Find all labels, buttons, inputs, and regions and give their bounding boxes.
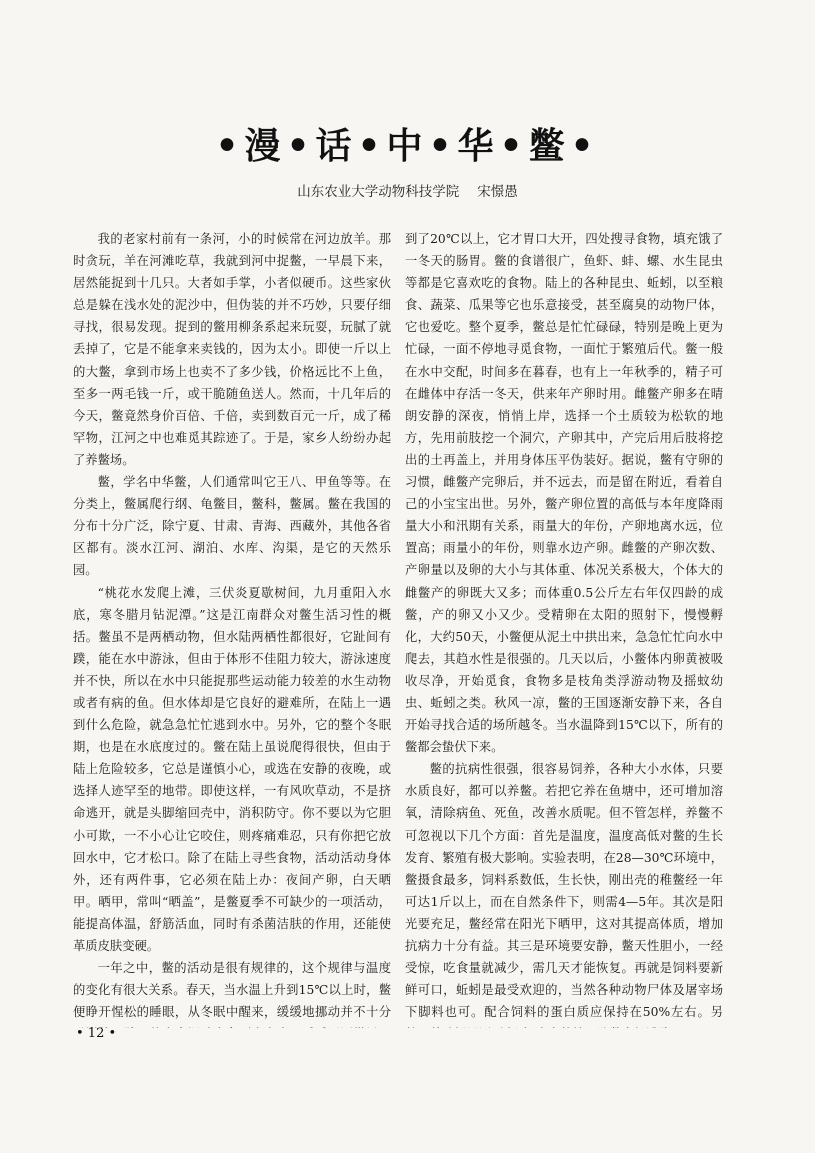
byline bbox=[0, 180, 815, 200]
left-column bbox=[73, 228, 391, 1028]
paragraph: 到了20℃以上，它才胃口大开，四处搜寻食物，填充饿了一冬天的肠胃。鳖的食谱很广，鱼虾、蚌、螺、水生昆虫等都是它喜欢吃的食物。陆上的各种昆虫、蚯蚓，以至粮食、蔬菜、瓜果等它也乐意接受，甚至腐臭的动物尸体，它也爱吃。整个夏季，鳖总是忙忙碌碌，特别是晚上更为忙碌，一面不停地寻觅食物，一面忙于繁殖后代。鳖一般在水中交配，时间多在暮春，也有上一年秋季的，精子可在雌体中存活一冬天，供来年产卵时用。雌鳖产卵多在晴朗安静的深夜，悄悄上岸，选择一个土质较为松软的地方，先用前肢挖一个洞穴，产卵其中，产完后用后肢将挖出的土再盖上，并用身体压平伪装好。据说，鳖有守卵的习惯，雌鳖产完卵后，并不远去，而是留在附近，看着自己的小宝宝出世。另外，鳖产卵位置的高低与本年度降雨量大小和汛期有关系，雨量大的年份，产卵地离水远，位置高；雨量小的年份，则靠水边产卵。雌鳖的产卵次数、产卵量以及卵的大小与其体重、体况关系极大，个体大的雌鳖产的卵既大又多；而体重0.5公斤左右年仅四龄的成鳖，产的卵又小又少。受精卵在太阳的照射下，慢慢孵化，大约50天，小鳖便从泥土中拱出来，急急忙忙向水中爬去，其趋水性是很强的。几天以后，小鳖体内卵黄被吸收尽净，开始觅食，食物多是枝角类浮游动物及摇蚊幼虫、蚯蚓之类。秋风一凉，鳖的王国逐渐安静下来，各自开始寻找合适的场所越冬。当水温降到15℃以下，所有的鳖都会蛰伏下来。 bbox=[405, 232, 723, 755]
author-name: 宋憬愚 bbox=[477, 184, 518, 200]
article-title: •漫•话•中•华•鳖• bbox=[215, 125, 600, 167]
right-column bbox=[405, 228, 723, 1028]
paragraph: “桃花水发爬上滩，三伏炎夏歇树间，九月重阳入水底，寒冬腊月钻泥潭。”这是江南群众对鳖生活习性的概括。鳖虽不是两栖动物，但水陆两栖性都很好，它趾间有蹼，能在水中游泳，但由于体形不佳阻力较大，游泳速度并不快，所以在水中只能捉那些运动能力较差的水生动物或者有病的鱼。但水体却是它良好的避难所，在陆上一遇到什么危险，就急急忙忙逃到水中。另外，它的整个冬眠期，也是在水底度过的。鳖在陆上虽说爬得很快，但由于陆上危险较多，它总是谨慎小心，或选在安静的夜晚，或选择人迹罕至的地带。即使这样，一有风吹草动，不是挤命逃开，就是头脚缩回壳中，消积防守。你不要以为它胆小可欺，一不小心让它咬住，则疼痛难忍，只有你把它放回水中，它才松口。除了在陆上寻些食物，活动活动身体外，还有两件事，它必须在陆上办：夜间产卵，白天晒甲。晒甲，常叫“晒盖”，是鳖夏季不可缺少的一项活动，能提高体温，舒筋活血，同时有杀菌洁肤的作用，还能使革质皮肤变硬。 bbox=[73, 585, 391, 953]
paragraph: 鳖，学名中华鳖，人们通常叫它王八、甲鱼等等。在分类上，鳖属爬行纲、龟鳖目，鳖科，鳖属。鳖在我国的分布十分广泛，除宁夏、甘肃、青海、西藏外，其他各省区都有。淡水江河、湖泊、水库、沟渠，是它的天然乐园。 bbox=[73, 475, 391, 578]
author-affiliation: 山东农业大学动物科技学院 bbox=[297, 184, 460, 200]
paragraph: 鳖的抗病性很强，很容易饲养，各种大小水体，只要水质良好，都可以养鳖。若把它养在鱼塘中，还可增加溶氧，清除病鱼、死鱼，改善水质呢。但不管怎样，养鳖不可忽视以下几个方面：首先是温度，温度高低对鳖的生长发育、繁殖有极大影响。实验表明，在28—30℃环境中，鳖摄食最多，饲料系数低，生长快，刚出壳的稚鳖经一年可达1斤以上，而在自然条件下，则需4—5年。其次是阳光要充足，鳖经常在阳光下晒甲，这对其提高体质，增加抗病力十分有益。其三是环境要安静，鳖天性胆小，一经受惊，吃食量就减少，需几天才能恢复。再就是饲料要新鲜可口，蚯蚓是最受欢迎的，当然各种动物尸体及屠宰场下脚料也可。配合饲料的蛋白质应保持在50%左右。另 bbox=[405, 762, 723, 1020]
paragraph: 我的老家村前有一条河，小的时候常在河边放羊。那时贪玩，羊在河滩吃草，我就到河中捉鳖，一早晨下来，居然能捉到十几只。大者如手掌，小者似硬币。这些家伙总是躲在浅水处的泥沙中，但伪装的并不巧妙，只要仔细寻找，很易发现。捉到的鳖用柳条系起来玩耍，玩腻了就丢掉了，它是不能拿来卖钱的，因为太小。即使一斤以上的大鳖，拿到市场上也卖不了多少钱，价格远比不上鱼，至多一两毛钱一斤，或干脆随鱼送人。然而，十几年后的今天，鳖竟然身价百倍、千倍，卖到数百元一斤，成了稀罕物，江河之中也难觅其踪迹了。于是，家乡人纷纷办起了养鳖场。 bbox=[73, 232, 391, 467]
paragraph: 一年之中，鳖的活动是很有规律的，这个规律与温度的变化有很大关系。春天，当水温上升到15℃以上时，鳖便睁开惺松的睡眼，从冬眠中醒来，缓缓地挪动并不十分 bbox=[73, 961, 391, 1020]
page-number: • 12 • bbox=[76, 1026, 117, 1041]
